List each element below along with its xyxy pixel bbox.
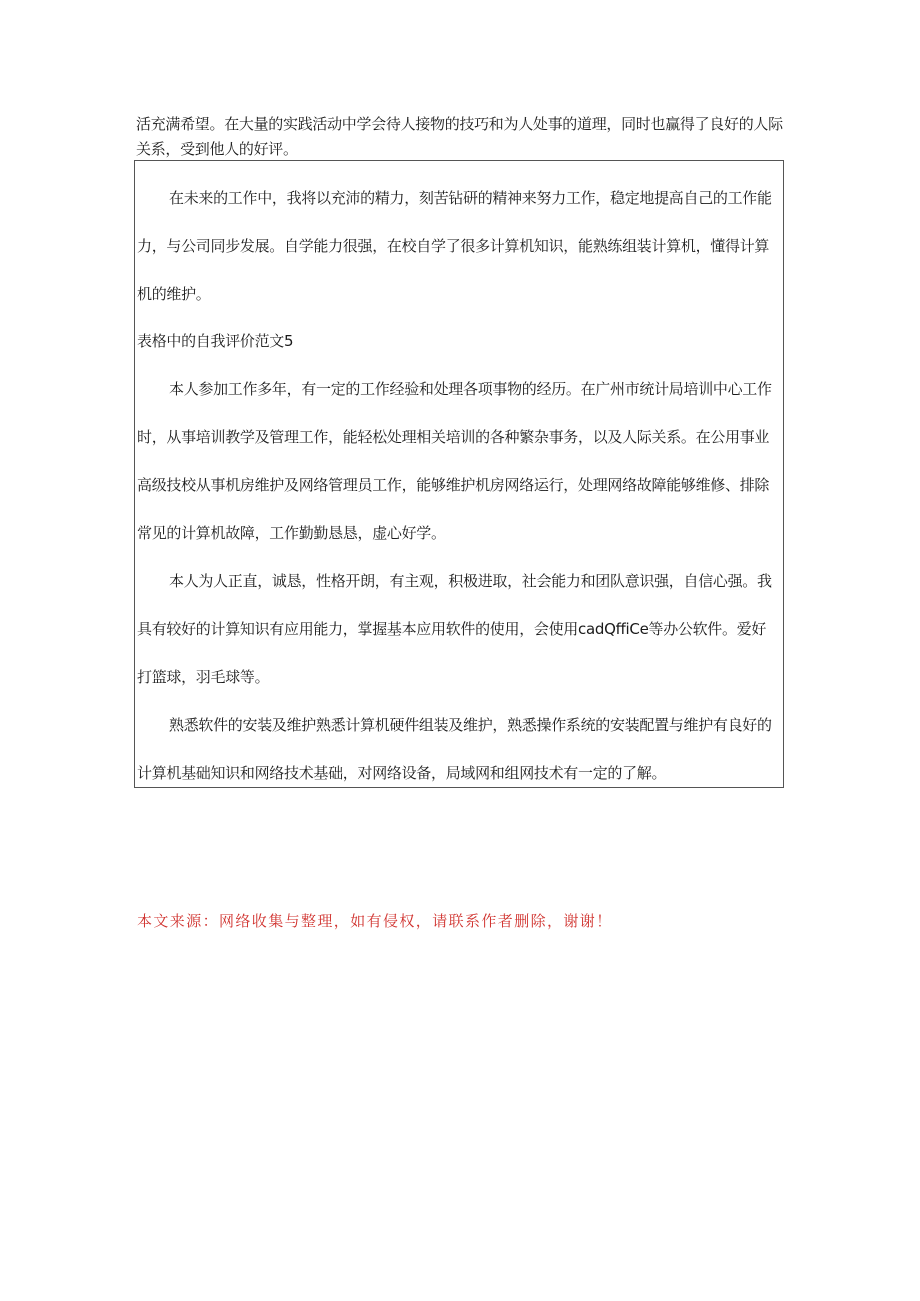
intro-paragraph: 活充满希望。在大量的实践活动中学会待人接物的技巧和为人处事的道理，同时也赢得了良好的人际关系，受到他人的好评。 (136, 115, 783, 158)
paragraph-personality: 本人为人正直，诚恳，性格开朗，有主观，积极进取，社会能力和团队意识强，自信心强。我具有较好的计算知识有应用能力，掌握基本应用软件的使用，会使用cadQffiCe等办公软件。爱好打篮球，羽毛球等。 (137, 572, 772, 686)
section-heading: 表格中的自我评价范文5 (137, 332, 294, 350)
paragraph-skills: 熟悉软件的安装及维护熟悉计算机硬件组装及维护，熟悉操作系统的安装配置与维护有良好的计算机基础知识和网络技术基础，对网络设备，局域网和组网技术有一定的了解。 (137, 716, 772, 782)
source-note: 本文来源：网络收集与整理，如有侵权，请联系作者删除，谢谢！ (137, 912, 613, 930)
content-table-cell (134, 160, 784, 788)
paragraph-future-work: 在未来的工作中，我将以充沛的精力，刻苦钻研的精神来努力工作，稳定地提高自己的工作能力，与公司同步发展。自学能力很强，在校自学了很多计算机知识，能熟练组装计算机，懂得计算机的维护。 (137, 189, 772, 303)
paragraph-work-experience: 本人参加工作多年，有一定的工作经验和处理各项事物的经历。在广州市统计局培训中心工作时，从事培训教学及管理工作，能轻松处理相关培训的各种繁杂事务，以及人际关系。在公用事业高级技校从事机房维护及网络管理员工作，能够维护机房网络运行，处理网络故障能够维修、排除常见的计算机故障，工作勤勤恳恳，虚心好学。 (137, 380, 772, 542)
